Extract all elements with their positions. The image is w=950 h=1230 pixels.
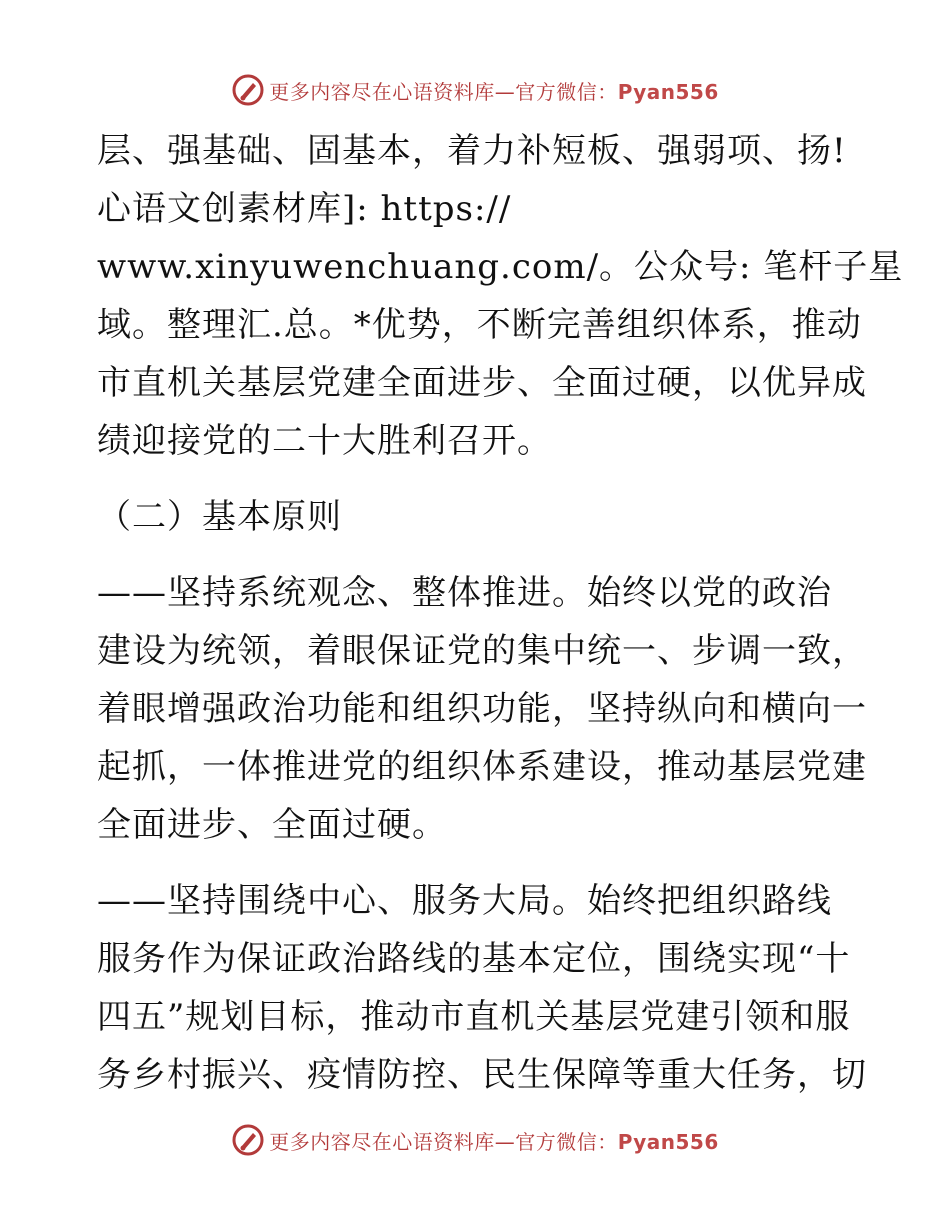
text-line: ——坚持系统观念、整体推进。始终以党的政治 <box>97 573 832 613</box>
banner-separator: — <box>494 79 516 104</box>
banner-wechat-id: Pyan556 <box>617 1129 719 1154</box>
text-line: 服务作为保证政治路线的基本定位，围绕实现“十 <box>97 939 851 979</box>
paragraph-1 <box>97 122 904 470</box>
banner-separator: — <box>494 1129 516 1154</box>
text-line: 绩迎接党的二十大胜利召开。 <box>97 421 552 461</box>
banner-wechat-id: Pyan556 <box>617 79 719 104</box>
text-line: 务乡村振兴、疫情防控、民生保障等重大任务，切 <box>97 1055 867 1095</box>
banner-wechat-label: 官方微信： <box>515 79 618 104</box>
header-banner <box>0 70 950 110</box>
text-line: 全面进步、全面过硬。 <box>97 805 447 845</box>
banner-text <box>269 1126 719 1155</box>
paragraph-2 <box>97 564 867 854</box>
text-line: ——坚持围绕中心、服务大局。始终把组织路线 <box>97 881 832 921</box>
section-heading: （二）基本原则 <box>97 497 342 537</box>
paragraph-3 <box>97 872 867 1104</box>
text-line: 着眼增强政治功能和组织功能，坚持纵向和横向一 <box>97 689 867 729</box>
text-line: 市直机关基层党建全面进步、全面过硬，以优异成 <box>97 363 867 403</box>
brush-logo-icon <box>231 1123 265 1157</box>
text-line: 起抓，一体推进党的组织体系建设，推动基层党建 <box>97 747 867 787</box>
document-body <box>97 122 904 1104</box>
text-line: 心语文创素材库]: https:// <box>97 189 512 229</box>
banner-title: 更多内容尽在心语资料库 <box>269 79 495 104</box>
text-line: 建设为统领，着眼保证党的集中统一、步调一致， <box>97 631 867 671</box>
text-line: 四五”规划目标，推动市直机关基层党建引领和服 <box>97 997 851 1037</box>
banner-text <box>269 76 719 105</box>
banner-title: 更多内容尽在心语资料库 <box>269 1129 495 1154</box>
text-line: www.xinyuwenchuang.com/。公众号: 笔杆子星 <box>97 247 904 287</box>
footer-banner <box>0 1120 950 1160</box>
banner-wechat-label: 官方微信： <box>515 1129 618 1154</box>
brush-logo-icon <box>231 73 265 107</box>
text-line: 域。整理汇.总。*优势，不断完善组织体系，推动 <box>97 305 862 345</box>
text-line: 层、强基础、固基本，着力补短板、强弱项、扬! <box>97 131 847 171</box>
